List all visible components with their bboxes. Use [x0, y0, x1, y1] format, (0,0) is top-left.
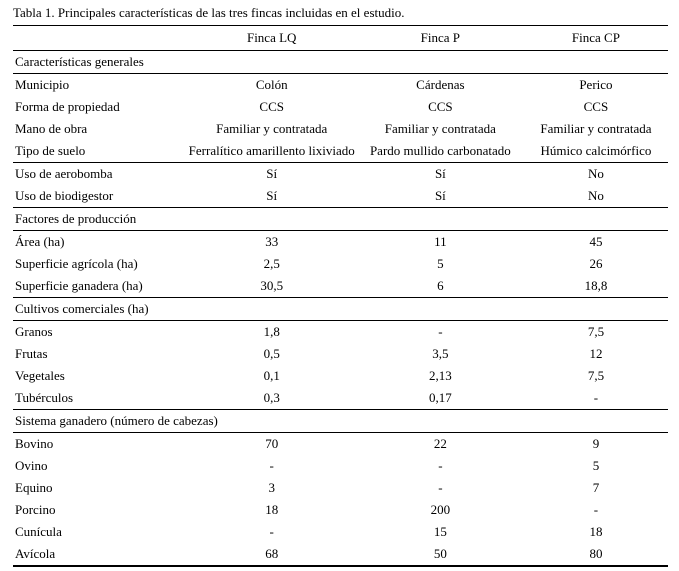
cell-finca-cp: -: [593, 502, 599, 517]
cell-finca-cp: 26: [589, 256, 603, 271]
cell-finca-lq: 68: [265, 546, 279, 561]
cell-finca-lq: -: [269, 458, 274, 473]
cell-finca-cp: 18: [589, 524, 603, 539]
cell-finca-cp: 18,8: [584, 278, 608, 293]
cell-finca-p: Sí: [357, 163, 524, 186]
row-label: Forma de propiedad: [15, 99, 120, 114]
section-header-factores-de-produccion: [13, 208, 668, 231]
cell-finca-p: Cárdenas: [416, 77, 465, 92]
column-header-blank: [13, 26, 187, 51]
section-header-label: Sistema ganadero (número de cabezas): [13, 410, 668, 433]
cell-finca-cp: 80: [589, 546, 603, 561]
table-row-cunicula: [13, 521, 668, 543]
cell-finca-cp: 7,5: [587, 368, 605, 383]
table-row-superficie-ganadera: [13, 275, 668, 298]
cell-finca-p: 2,13: [428, 368, 452, 383]
table-row-granos: [13, 321, 668, 344]
cell-finca-lq: 2,5: [263, 256, 280, 271]
cell-finca-p: Pardo mullido carbonatado: [369, 143, 511, 158]
table-row-tipo-de-suelo: [13, 140, 668, 163]
table-row-municipio: [13, 74, 668, 97]
cell-finca-lq: Sí: [266, 188, 278, 203]
cell-finca-cp: 7: [592, 480, 600, 495]
cell-finca-lq: Sí: [187, 163, 357, 186]
cell-finca-p: 11: [434, 234, 447, 249]
cell-finca-cp: 45: [589, 234, 603, 249]
row-label: Vegetales: [15, 368, 65, 383]
row-label: Cunícula: [15, 524, 62, 539]
cell-finca-p: 200: [430, 502, 451, 517]
cell-finca-lq: Colón: [255, 77, 288, 92]
table-row-frutas: [13, 343, 668, 365]
cell-finca-lq: 3: [268, 480, 275, 495]
table-row-area: [13, 231, 668, 254]
row-label: Uso de aerobomba: [13, 163, 187, 186]
cell-finca-cp: No: [524, 163, 668, 186]
table-row-forma-de-propiedad: [13, 96, 668, 118]
table-caption: Tabla 1. Principales características de las tres fincas incluidas en el estudio.: [13, 5, 668, 26]
cell-finca-cp: 9: [592, 436, 600, 451]
row-label: Municipio: [15, 77, 70, 92]
section-header-sistema-ganadero: [13, 410, 668, 433]
cell-finca-p: -: [438, 324, 443, 339]
row-label: Mano de obra: [15, 121, 88, 136]
row-label: Tipo de suelo: [15, 143, 86, 158]
section-header-label: Factores de producción: [13, 208, 668, 231]
section-header-caracteristicas-generales: [13, 51, 668, 74]
row-label: Equino: [15, 480, 53, 495]
column-header-finca-lq: Finca LQ: [187, 26, 357, 51]
row-label: Granos: [15, 324, 53, 339]
table-row-mano-de-obra: [13, 118, 668, 140]
cell-finca-cp: Perico: [579, 77, 613, 92]
cell-finca-lq: Familiar y contratada: [216, 121, 328, 136]
row-label: Avícola: [15, 546, 56, 561]
cell-finca-cp: Húmico calcimórfico: [540, 143, 652, 158]
cell-finca-cp: -: [593, 390, 599, 405]
cell-finca-lq: 30,5: [260, 278, 284, 293]
table-row-ovino: [13, 455, 668, 477]
cell-finca-lq: 0,3: [263, 390, 280, 405]
table-row-uso-de-aerobomba: [13, 163, 668, 186]
section-header-label: Cultivos comerciales (ha): [13, 298, 668, 321]
column-header-finca-cp: Finca CP: [524, 26, 668, 51]
cell-finca-cp: 7,5: [587, 324, 605, 339]
row-label: Tubérculos: [15, 390, 74, 405]
cell-finca-p: 15: [433, 524, 447, 539]
cell-finca-cp: Familiar y contratada: [540, 121, 652, 136]
cell-finca-lq: 0,1: [263, 368, 280, 383]
cell-finca-lq: -: [269, 524, 274, 539]
section-header-cultivos-comerciales: [13, 298, 668, 321]
column-header-finca-p: Finca P: [357, 26, 524, 51]
table-row-bovino: [13, 433, 668, 456]
cell-finca-p: Sí: [434, 188, 446, 203]
cell-finca-cp: 5: [592, 458, 600, 473]
fincas-table: [13, 26, 668, 567]
cell-finca-lq: 18: [265, 502, 279, 517]
cell-finca-p: Familiar y contratada: [384, 121, 496, 136]
table-row-superficie-agricola: [13, 253, 668, 275]
cell-finca-p: -: [438, 480, 443, 495]
row-label: Uso de biodigestor: [15, 188, 114, 203]
row-label: Bovino: [15, 436, 54, 451]
row-label: Porcino: [15, 502, 56, 517]
cell-finca-p: 22: [433, 436, 447, 451]
cell-finca-lq: 1,8: [263, 324, 280, 339]
cell-finca-p: CCS: [428, 99, 453, 114]
cell-finca-p: 5: [437, 256, 444, 271]
cell-finca-lq: CCS: [259, 99, 284, 114]
table-row-tuberculos: [13, 387, 668, 410]
cell-finca-p: 50: [433, 546, 447, 561]
cell-finca-lq: 33: [265, 234, 279, 249]
section-header-label: Características generales: [13, 51, 668, 74]
row-label: Superficie agrícola (ha): [15, 256, 138, 271]
table-row-vegetales: [13, 365, 668, 387]
row-label: Ovino: [15, 458, 48, 473]
cell-finca-p: 3,5: [432, 346, 449, 361]
table-row-porcino: [13, 499, 668, 521]
cell-finca-cp: No: [587, 188, 604, 203]
column-header-row: [13, 26, 668, 51]
row-label: Frutas: [15, 346, 48, 361]
cell-finca-p: 0,17: [428, 390, 452, 405]
cell-finca-p: 6: [437, 278, 444, 293]
cell-finca-cp: 12: [589, 346, 603, 361]
cell-finca-lq: Ferralítico amarillento lixiviado: [188, 143, 355, 158]
row-label: Área (ha): [15, 234, 65, 249]
cell-finca-cp: CCS: [583, 99, 609, 114]
table-row-uso-de-biodigestor: [13, 185, 668, 208]
table-row-equino: [13, 477, 668, 499]
cell-finca-lq: 70: [265, 436, 279, 451]
row-label: Superficie ganadera (ha): [15, 278, 143, 293]
table-row-avicola: [13, 543, 668, 566]
cell-finca-lq: 0,5: [263, 346, 280, 361]
cell-finca-p: -: [438, 458, 443, 473]
